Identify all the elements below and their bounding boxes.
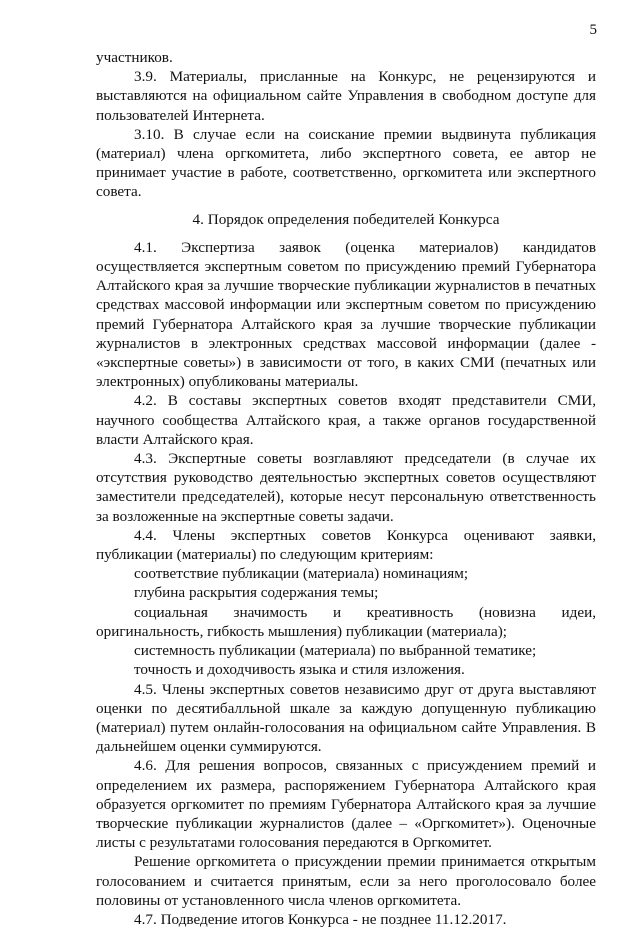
section-heading-4: 4. Порядок определения победителей Конкурса (192, 210, 500, 228)
paragraph-4-5: 4.5. Члены экспертных советов независимо друг от друга выставляют оценки по десятибалльной шкале за каждую допущенную публикацию (материал) путем онлайн-голосования на официальном сайте Управления. В дальнейшем оценки суммируются. (96, 680, 596, 756)
continuation-text: участников. (96, 49, 173, 66)
criterion-item: соответствие публикации (материала) номинациям; (134, 565, 469, 583)
page-number: 5 (589, 22, 597, 38)
criterion-item: системность публикации (материала) по выбранной тематике; (134, 642, 537, 660)
paragraph-4-6: 4.6. Для решения вопросов, связанных с присуждением премий и определением их размера, распоряжением Губернатора Алтайского края образуется оргкомитет по премиям Губернатора Алтайского края за лучшие творческие публикации журналистов (далее – «Оргкомитет»). Оценочные листы с результатами голосования передаются в Оргкомитет. (96, 757, 596, 852)
paragraph-3-10: 3.10. В случае если на соискание премии выдвинута публикация (материал) члена оргкомитета, либо экспертного совета, ее автор не принимает участие в работе, соответственно, оргкомитета или экспертного совета. (96, 125, 596, 201)
criterion-item: глубина раскрытия содержания темы; (134, 584, 379, 602)
paragraph-4-3: 4.3. Экспертные советы возглавляют председатели (в случае их отсутствия руководство деятельностью экспертных советов осуществляют заместители председателей), которые несут персональную ответственность за возложенные на экспертные советы задачи. (96, 450, 596, 525)
paragraph-4-7: 4.7. Подведение итогов Конкурса - не позднее 11.12.2017. (134, 910, 507, 928)
paragraph-3-9: 3.9. Материалы, присланные на Конкурс, не рецензируются и выставляются на официальном сайте Управления в свободном доступе для пользователей Интернета. (96, 68, 596, 124)
paragraph-4-1: 4.1. Экспертиза заявок (оценка материалов) кандидатов осуществляется экспертным советом по присуждению премий Губернатора Алтайского края за лучшие творческие публикации журналистов в печатных средствах массовой информации или экспертным советом по присуждению премий Губернатора Алтайского края за лучшие творческие публикации журналистов в электронных средствах массовой информации (далее - «экспертные советы») в зависимости от того, в каких СМИ (печатных или электронных) опубликованы материалы. (96, 238, 596, 391)
document-body (96, 48, 596, 929)
paragraph-4-6-decision: Решение оргкомитета о присуждении премии принимается открытым голосованием и считается принятым, если за него проголосовало более половины от установленного числа членов оргкомитета. (96, 853, 596, 909)
paragraph-4-4: 4.4. Члены экспертных советов Конкурса оценивают заявки, публикации (материалы) по следующим критериям: (96, 526, 596, 564)
criterion-item: точность и доходчивость языка и стиля изложения. (134, 661, 465, 679)
criterion-item: социальная значимость и креативность (новизна идеи, оригинальность, гибкость мышления) публикации (материала); (96, 603, 596, 640)
paragraph-4-2: 4.2. В составы экспертных советов входят представители СМИ, научного сообщества Алтайского края, а также органов государственной власти Алтайского края. (96, 392, 596, 448)
